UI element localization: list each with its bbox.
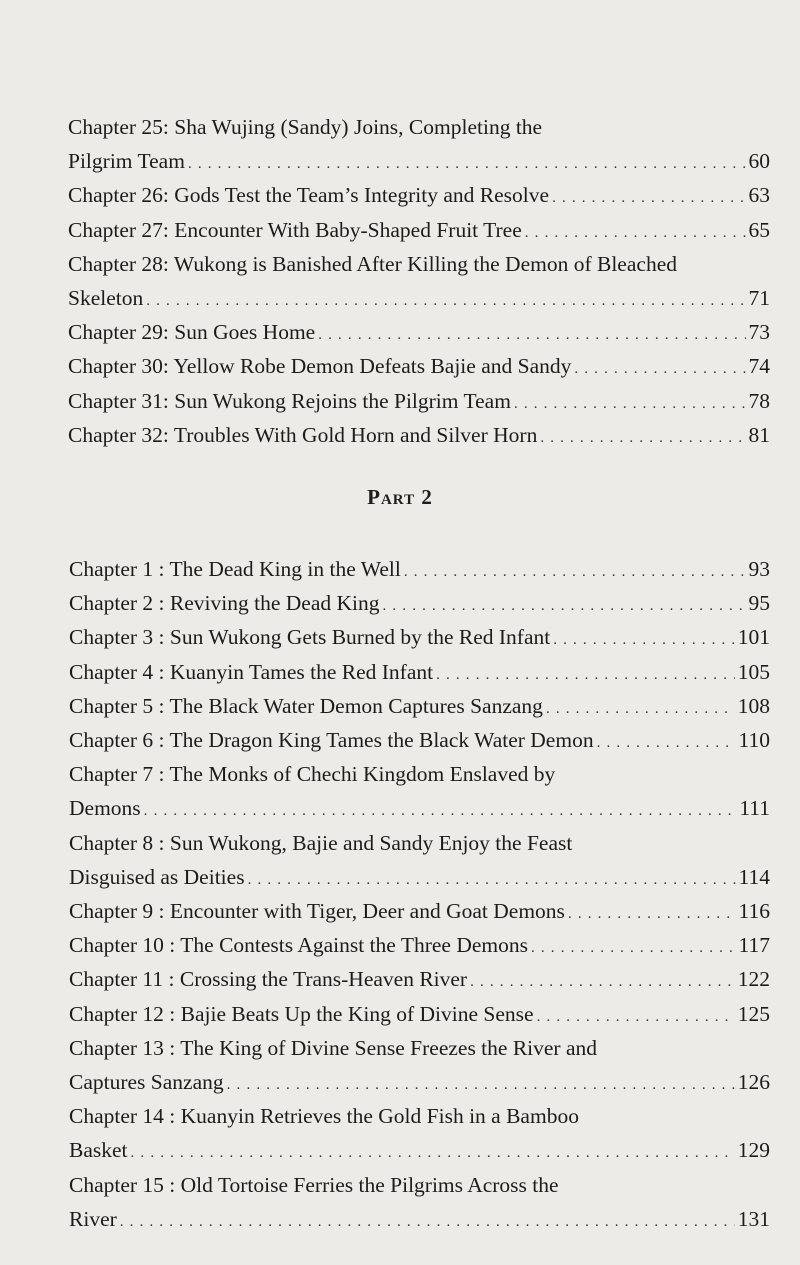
toc-entry-line [69, 894, 770, 928]
dot-leader [404, 555, 746, 589]
dot-leader [525, 216, 746, 250]
toc-entry-title: Chapter 29: Sun Goes Home [68, 320, 316, 345]
toc-entry-line [68, 178, 770, 212]
toc-entry [68, 384, 770, 418]
toc-entry [69, 620, 770, 654]
toc-entry-title: Chapter 2 : Reviving the Dead King [69, 591, 380, 616]
toc-entry-title: River [69, 1206, 117, 1231]
toc-entry-title: Chapter 9 : Encounter with Tiger, Deer and Goat Demons [69, 899, 565, 923]
dot-leader [552, 181, 745, 215]
dot-leader [131, 1136, 735, 1170]
dot-leader [248, 863, 736, 897]
toc-page-number: 74 [748, 354, 770, 379]
toc-entry-title: Chapter 26: Gods Test the Team’s Integrity and Resolve [68, 183, 550, 208]
toc-entry [68, 349, 770, 383]
toc-entry [69, 1168, 770, 1236]
toc-page-number: 131 [737, 1206, 770, 1231]
toc-entry-line [69, 689, 770, 723]
toc-entry [69, 826, 770, 894]
dot-leader [144, 794, 737, 828]
toc-page-number: 108 [737, 693, 770, 718]
toc-page-number: 122 [737, 967, 770, 992]
dot-leader [546, 692, 735, 726]
toc-entry-title: Chapter 1 : The Dead King in the Well [69, 557, 401, 581]
dot-leader [318, 318, 745, 352]
toc-page-number: 63 [748, 183, 770, 208]
dot-leader [227, 1068, 735, 1102]
toc-entry-title: Chapter 15 : Old Tortoise Ferries the Pilgrims Across the [69, 1172, 559, 1197]
toc-page-number: 125 [737, 1001, 770, 1026]
toc-entry [69, 586, 770, 620]
toc-entry-line [69, 962, 770, 996]
toc-page-number: 126 [737, 1069, 770, 1094]
dot-leader [470, 965, 735, 999]
toc-entry-line [68, 144, 770, 178]
toc-entry-title: Chapter 31: Sun Wukong Rejoins the Pilgrim Team [68, 388, 511, 413]
toc-entry-title: Chapter 13 : The King of Divine Sense Freezes the River and [69, 1035, 598, 1060]
toc-page-number: 114 [738, 864, 770, 889]
toc-entry-line [69, 928, 770, 962]
toc-entry [69, 894, 770, 928]
toc-entry [69, 997, 770, 1031]
dot-leader [146, 284, 745, 318]
toc-entry-title: Disguised as Deities [69, 864, 245, 889]
toc-entry-title: Captures Sanzang [69, 1069, 224, 1094]
dot-leader [597, 726, 736, 760]
dot-leader [120, 1205, 735, 1239]
toc-entry-title: Chapter 8 : Sun Wukong, Bajie and Sandy Enjoy the Feast [69, 830, 573, 855]
toc-entry [69, 1031, 770, 1099]
toc-entry-line [69, 655, 770, 689]
toc-page-number: 117 [738, 933, 770, 958]
part-2-heading: Part 2 [367, 485, 433, 509]
dot-leader [537, 1000, 735, 1034]
dot-leader [436, 658, 735, 692]
toc-page-number: 71 [748, 285, 770, 310]
toc-entry-line [68, 110, 770, 144]
toc-entry [68, 178, 770, 212]
toc-page-number: 95 [748, 591, 770, 616]
toc-page-number: 116 [738, 899, 770, 923]
toc-entry-title: Chapter 27: Encounter With Baby-Shaped Fruit Tree [68, 217, 522, 242]
toc-entry-line [69, 620, 770, 654]
toc-entry-line [69, 552, 770, 586]
toc-entry-line [69, 826, 770, 860]
toc-entry-title: Chapter 12 : Bajie Beats Up the King of Divine Sense [69, 1001, 534, 1026]
toc-entry-line [68, 247, 770, 281]
toc-entry [69, 962, 770, 996]
toc-page-number: 111 [739, 796, 770, 821]
dot-leader [568, 897, 736, 931]
toc-page-number: 81 [748, 422, 770, 447]
toc-entry-line [69, 1202, 770, 1236]
dot-leader [383, 589, 746, 623]
toc-entry [69, 552, 770, 586]
toc-entry-line [68, 213, 770, 247]
toc-entry-title: Pilgrim Team [68, 149, 185, 173]
toc-entry-line [69, 1133, 770, 1167]
toc-entry-line [69, 860, 770, 894]
toc-entry-line [68, 281, 770, 315]
toc-page-number: 60 [748, 149, 770, 173]
toc-entry-title: Skeleton [68, 285, 144, 310]
toc-entry-title: Demons [69, 796, 141, 821]
toc-entry-line [69, 757, 770, 791]
toc-entry-line [69, 1031, 770, 1065]
toc-page-number: 110 [738, 728, 770, 752]
dot-leader [514, 387, 746, 421]
toc-entry-title: Chapter 5 : The Black Water Demon Captures Sanzang [69, 693, 543, 718]
toc-entry-line [69, 586, 770, 620]
toc-page-number: 93 [748, 557, 770, 581]
toc-entry-line [68, 418, 770, 452]
toc-page-number: 65 [748, 217, 770, 242]
toc-entry-title: Chapter 30: Yellow Robe Demon Defeats Bajie and Sandy [68, 354, 572, 379]
toc-entry-title: Chapter 4 : Kuanyin Tames the Red Infant [69, 659, 434, 684]
toc-page-number: 129 [737, 1138, 770, 1163]
toc-entry-line [68, 384, 770, 418]
toc-entry [68, 315, 770, 349]
toc-page-number: 105 [737, 659, 770, 684]
toc-entry-line [69, 1065, 770, 1099]
dot-leader [188, 147, 746, 181]
toc-entry-line [69, 791, 770, 825]
toc-entry-title: Chapter 25: Sha Wujing (Sandy) Joins, Completing the [68, 115, 543, 139]
dot-leader [574, 352, 745, 386]
toc-entry [69, 723, 770, 757]
toc-page-number: 101 [737, 625, 770, 650]
dot-leader [531, 931, 736, 965]
toc-entry [69, 1099, 770, 1167]
toc-entry [69, 689, 770, 723]
toc-entry [69, 757, 770, 825]
toc-entry-line [69, 1099, 770, 1133]
dot-leader [553, 623, 735, 657]
toc-entry [69, 928, 770, 962]
toc-entry [68, 418, 770, 452]
toc-page-number: 78 [748, 388, 770, 413]
toc-entry [68, 213, 770, 247]
toc-entry-line [69, 1168, 770, 1202]
toc-entry-title: Chapter 32: Troubles With Gold Horn and Silver Horn [68, 422, 538, 447]
dot-leader [540, 421, 745, 455]
toc-entry-line [68, 315, 770, 349]
toc-entry [68, 110, 770, 178]
toc-entry-line [68, 349, 770, 383]
toc-entry-title: Chapter 7 : The Monks of Chechi Kingdom Enslaved by [69, 762, 556, 787]
toc-entry-title: Chapter 3 : Sun Wukong Gets Burned by the Red Infant [69, 625, 551, 650]
toc-entry-line [69, 997, 770, 1031]
toc-entry [68, 247, 770, 315]
toc-entry-line [69, 723, 770, 757]
toc-entry-title: Chapter 10 : The Contests Against the Three Demons [69, 933, 528, 958]
toc-entry-title: Chapter 28: Wukong is Banished After Killing the Demon of Bleached [68, 251, 677, 276]
toc-entry-title: Chapter 11 : Crossing the Trans-Heaven River [69, 967, 468, 992]
toc-entry-title: Chapter 14 : Kuanyin Retrieves the Gold Fish in a Bamboo [69, 1104, 579, 1129]
toc-entry-title: Basket [69, 1138, 128, 1163]
toc-page-number: 73 [748, 320, 770, 345]
toc-entry-title: Chapter 6 : The Dragon King Tames the Black Water Demon [69, 728, 594, 752]
toc-entry [69, 655, 770, 689]
